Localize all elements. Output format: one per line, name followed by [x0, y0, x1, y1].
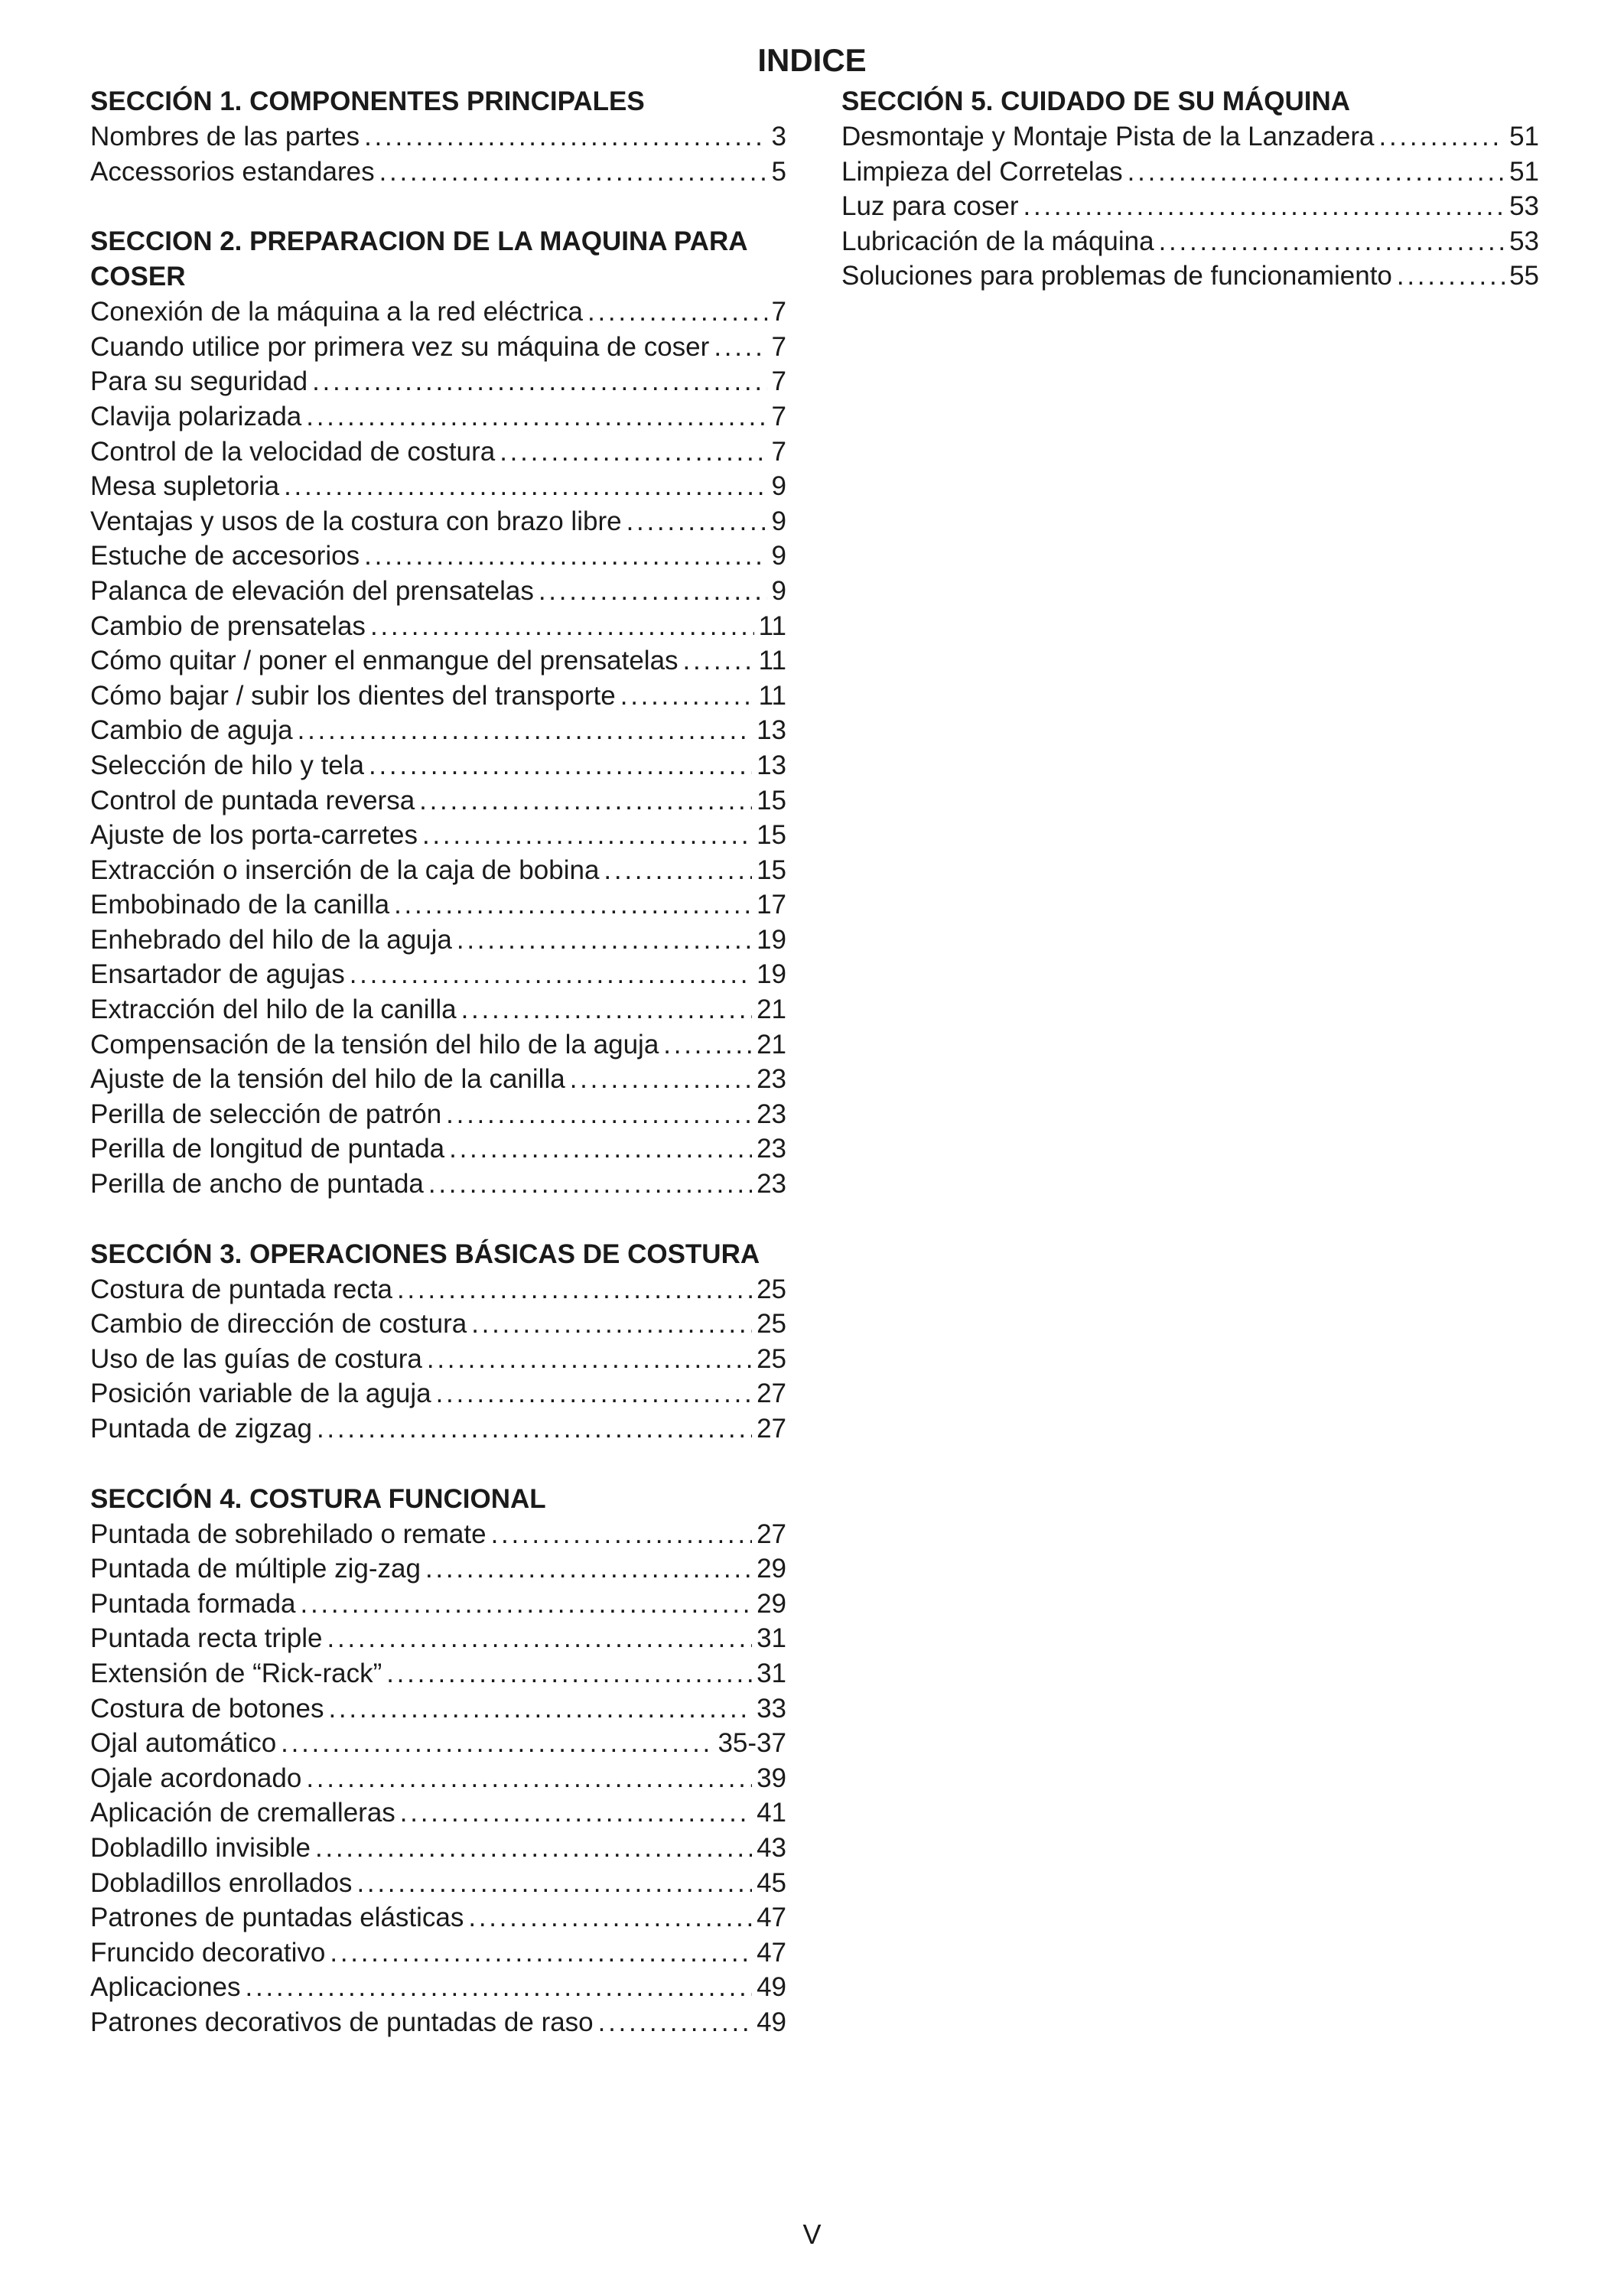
toc-entry-label: Estuche de accesorios: [90, 541, 360, 571]
toc-entry-label: Accessorios estandares: [90, 156, 375, 187]
toc-entry-label: Uso de las guías de costura: [90, 1343, 422, 1374]
dot-leader: [386, 1656, 752, 1691]
dot-leader: [587, 295, 767, 330]
toc-entry-label: Para su seguridad: [90, 366, 308, 397]
dot-leader: [306, 1761, 752, 1796]
toc-entry: [90, 1970, 786, 2005]
toc-entry-label: Extracción del hilo de la canilla: [90, 994, 457, 1025]
toc-entry: [90, 295, 786, 330]
toc-entry-page: 25: [757, 1274, 786, 1304]
section-title: SECCIÓN 4. COSTURA FUNCIONAL: [90, 1483, 546, 1514]
toc-entry-page: 27: [757, 1379, 786, 1409]
toc-entry-page: 25: [757, 1309, 786, 1340]
toc-entry: [90, 783, 786, 819]
toc-entry-page: 31: [757, 1658, 786, 1688]
toc-entry-page: 53: [1509, 226, 1539, 256]
toc-entry: [90, 1935, 786, 1971]
dot-leader: [457, 923, 752, 958]
toc-entry-label: Embobinado de la canilla: [90, 890, 390, 920]
toc-entry-label: Palanca de elevación del prensatelas: [90, 575, 534, 606]
toc-entry-page: 17: [757, 890, 786, 920]
toc-entry: [90, 609, 786, 644]
toc-entry: [90, 923, 786, 958]
toc-entry: [90, 643, 786, 679]
section-title: SECCION 2. PREPARACION DE LA MAQUINA PARA COSER: [90, 226, 747, 292]
toc-entry-page: 19: [757, 959, 786, 990]
toc-entry-page: 23: [757, 1134, 786, 1164]
dot-leader: [422, 818, 752, 853]
toc-entry-label: Posición variable de la aguja: [90, 1379, 431, 1409]
toc-entry-page: 3: [771, 122, 786, 151]
toc-entry-page: 11: [758, 680, 786, 711]
toc-entry: [90, 504, 786, 539]
toc-entry: [90, 539, 786, 574]
toc-entry: [90, 1307, 786, 1342]
toc-entry: [90, 119, 786, 155]
toc-entry: [90, 1097, 786, 1132]
toc-entry: [90, 1795, 786, 1831]
toc-entry-page: 51: [1509, 156, 1539, 187]
toc-entry-page: 47: [757, 1937, 786, 1968]
dot-leader: [461, 992, 752, 1027]
toc-entry: [90, 887, 786, 923]
toc-entry-page: 7: [771, 401, 786, 431]
toc-entry-label: Lubricación de la máquina: [841, 226, 1154, 256]
toc-entry-page: 15: [757, 820, 786, 851]
dot-leader: [397, 1272, 752, 1307]
toc-entry-page: 29: [757, 1588, 786, 1619]
toc-entry-label: Extracción o inserción de la caja de bobina: [90, 855, 600, 885]
dot-leader: [604, 853, 752, 888]
dot-leader: [491, 1517, 752, 1552]
dot-leader: [663, 1027, 752, 1063]
dot-leader: [330, 1935, 752, 1971]
dot-leader: [1159, 224, 1505, 259]
toc-entry-label: Ventajas y usos de la costura con brazo libre: [90, 506, 622, 536]
dot-leader: [468, 1900, 752, 1935]
dot-leader: [1024, 189, 1505, 224]
toc-entry-label: Puntada de zigzag: [90, 1414, 312, 1444]
toc-entry: [90, 574, 786, 609]
dot-leader: [281, 1726, 713, 1761]
toc-entry: [90, 679, 786, 714]
toc-entry-label: Cuando utilice por primera vez su máquina de coser: [90, 331, 710, 362]
dot-leader: [312, 364, 766, 399]
toc-entry: [90, 1342, 786, 1377]
toc-entry-label: Dobladillo invisible: [90, 1832, 311, 1863]
toc-entry: [90, 1656, 786, 1691]
dot-leader: [364, 539, 766, 574]
dot-leader: [301, 1587, 753, 1622]
toc-entry-page: 7: [771, 297, 786, 327]
toc-entry: [90, 1167, 786, 1202]
toc-entry: [841, 155, 1539, 190]
dot-leader: [436, 1376, 752, 1411]
toc-entry-label: Cambio de dirección de costura: [90, 1309, 467, 1340]
dot-leader: [400, 1795, 752, 1831]
toc-entry-page: 27: [757, 1414, 786, 1444]
toc-entry: [90, 155, 786, 190]
toc-entry-label: Costura de botones: [90, 1693, 324, 1724]
toc-entry: [90, 469, 786, 504]
toc-entry-label: Puntada de sobrehilado o remate: [90, 1519, 487, 1549]
toc-entry-page: 9: [771, 541, 786, 571]
toc-entry-page: 15: [757, 785, 786, 815]
toc-entry-label: Puntada de múltiple zig-zag: [90, 1554, 421, 1584]
toc-entry: [90, 713, 786, 748]
dot-leader: [425, 1551, 752, 1587]
toc-entry: [90, 957, 786, 992]
dot-leader: [714, 330, 766, 365]
toc-entry-page: 7: [771, 366, 786, 397]
toc-entry-label: Puntada recta triple: [90, 1623, 323, 1654]
toc-section: [841, 84, 1539, 294]
dot-leader: [306, 399, 766, 435]
toc-entry-label: Soluciones para problemas de funcionamiento: [841, 261, 1392, 291]
toc-entry-page: 49: [757, 2007, 786, 2037]
page-title: INDICE: [757, 42, 867, 78]
toc-entry-page: 35-37: [718, 1728, 786, 1759]
dot-leader: [446, 1097, 752, 1132]
toc-entry-page: 19: [757, 924, 786, 955]
toc-entry-page: 55: [1509, 261, 1539, 291]
toc-entry: [90, 1726, 786, 1761]
dot-leader: [284, 469, 766, 504]
toc-section: [90, 224, 786, 1201]
toc-entry-label: Dobladillos enrollados: [90, 1867, 353, 1898]
dot-leader: [427, 1342, 752, 1377]
toc-entry-label: Perilla de ancho de puntada: [90, 1169, 424, 1200]
dot-leader: [683, 643, 754, 679]
toc-entry-page: 11: [758, 610, 786, 641]
toc-entry-label: Fruncido decorativo: [90, 1937, 326, 1968]
toc-entry-page: 21: [757, 994, 786, 1025]
toc-entry-page: 11: [758, 646, 786, 676]
toc-entry: [90, 1551, 786, 1587]
toc-entry-label: Perilla de longitud de puntada: [90, 1134, 445, 1164]
dot-leader: [1128, 155, 1505, 190]
toc-entry-label: Patrones de puntadas elásticas: [90, 1903, 464, 1933]
dot-leader: [419, 783, 752, 819]
toc-entry-page: 21: [757, 1029, 786, 1060]
toc-entry-page: 5: [771, 156, 786, 187]
toc-entry-label: Mesa supletoria: [90, 471, 280, 502]
toc-entry: [90, 992, 786, 1027]
toc-entry-label: Aplicaciones: [90, 1972, 241, 2003]
dot-leader: [449, 1131, 752, 1167]
dot-leader: [1379, 119, 1505, 155]
dot-leader: [327, 1621, 753, 1656]
section-title: SECCIÓN 1. COMPONENTES PRINCIPALES: [90, 86, 645, 116]
dot-leader: [1397, 259, 1505, 294]
dot-leader: [379, 155, 767, 190]
toc-entry-page: 23: [757, 1064, 786, 1095]
toc-entry-label: Extensión de “Rick-rack”: [90, 1658, 382, 1688]
toc-entry: [90, 1517, 786, 1552]
dot-leader: [626, 504, 767, 539]
toc-entry-page: 7: [771, 436, 786, 467]
toc-entry-page: 27: [757, 1519, 786, 1549]
toc-entry-label: Limpieza del Corretelas: [841, 156, 1123, 187]
toc-entry-label: Desmontaje y Montaje Pista de la Lanzadera: [841, 122, 1375, 151]
toc-entry-label: Cómo quitar / poner el enmangue del prensatelas: [90, 646, 679, 676]
toc-entry-page: 33: [757, 1693, 786, 1724]
dot-leader: [570, 1062, 752, 1097]
toc-entry: [90, 1272, 786, 1307]
toc-entry-page: 47: [757, 1903, 786, 1933]
toc-entry-label: Perilla de selección de patrón: [90, 1099, 442, 1129]
toc-entry-label: Ajuste de la tensión del hilo de la canilla: [90, 1064, 565, 1095]
toc-entry-label: Control de puntada reversa: [90, 785, 415, 815]
toc-section: [90, 1237, 786, 1447]
toc-entry-label: Ojal automático: [90, 1728, 277, 1759]
toc-entry-label: Enhebrado del hilo de la aguja: [90, 924, 452, 955]
dot-leader: [246, 1970, 753, 2005]
toc-entry-label: Aplicación de cremalleras: [90, 1798, 395, 1828]
toc-entry-label: Conexión de la máquina a la red eléctrica: [90, 297, 583, 327]
section-title: SECCIÓN 3. OPERACIONES BÁSICAS DE COSTURA: [90, 1239, 760, 1269]
toc-left-column: [90, 84, 786, 2075]
toc-entry-page: 43: [757, 1832, 786, 1863]
dot-leader: [317, 1411, 752, 1447]
toc-entry: [90, 1621, 786, 1656]
dot-leader: [369, 748, 752, 783]
toc-entry: [90, 435, 786, 470]
toc-entry: [841, 189, 1539, 224]
toc-entry: [90, 1866, 786, 1901]
toc-entry: [90, 853, 786, 888]
toc-entry-label: Ajuste de los porta-carretes: [90, 820, 418, 851]
toc-entry-label: Puntada formada: [90, 1588, 296, 1619]
toc-entry: [90, 1062, 786, 1097]
dot-leader: [350, 957, 752, 992]
dot-leader: [315, 1831, 752, 1866]
dot-leader: [394, 887, 752, 923]
toc-entry-label: Cambio de aguja: [90, 715, 293, 746]
dot-leader: [471, 1307, 752, 1342]
dot-leader: [428, 1167, 752, 1202]
toc-entry-page: 23: [757, 1099, 786, 1129]
toc-entry-page: 9: [771, 575, 786, 606]
toc-entry-label: Patrones decorativos de puntadas de raso: [90, 2007, 594, 2037]
toc-entry: [841, 259, 1539, 294]
dot-leader: [298, 713, 752, 748]
toc-entry: [90, 2005, 786, 2040]
toc-entry-page: 9: [771, 471, 786, 502]
toc-entry: [90, 1587, 786, 1622]
toc-entry-label: Cambio de prensatelas: [90, 610, 366, 641]
toc-entry-page: 23: [757, 1169, 786, 1200]
toc-entry: [90, 748, 786, 783]
toc-entry: [90, 1027, 786, 1063]
toc-entry-page: 13: [757, 715, 786, 746]
dot-leader: [370, 609, 754, 644]
toc-entry-page: 53: [1509, 191, 1539, 222]
toc-entry-label: Compensación de la tensión del hilo de la aguja: [90, 1029, 659, 1060]
dot-leader: [620, 679, 754, 714]
section-title: SECCIÓN 5. CUIDADO DE SU MÁQUINA: [841, 86, 1351, 116]
toc-entry-label: Costura de puntada recta: [90, 1274, 392, 1304]
toc-entry-page: 7: [771, 331, 786, 362]
toc-entry-label: Selección de hilo y tela: [90, 750, 364, 780]
toc-entry-page: 51: [1509, 122, 1539, 151]
dot-leader: [598, 2005, 752, 2040]
toc-entry-label: Control de la velocidad de costura: [90, 436, 496, 467]
toc-entry: [90, 1376, 786, 1411]
toc-section: [90, 1482, 786, 2040]
toc-entry: [90, 1131, 786, 1167]
toc-entry: [90, 1761, 786, 1796]
toc-entry: [90, 330, 786, 365]
toc-entry: [841, 224, 1539, 259]
toc-entry: [90, 399, 786, 435]
toc-entry-page: 31: [757, 1623, 786, 1654]
toc-entry: [90, 1831, 786, 1866]
toc-entry-label: Clavija polarizada: [90, 401, 302, 431]
dot-leader: [500, 435, 766, 470]
toc-entry-label: Ojale acordonado: [90, 1763, 302, 1793]
toc-entry-page: 13: [757, 750, 786, 780]
toc-entry-label: Cómo bajar / subir los dientes del transporte: [90, 680, 616, 711]
toc-section: [90, 84, 786, 189]
toc-entry-label: Luz para coser: [841, 191, 1019, 222]
toc-entry: [90, 1411, 786, 1447]
toc-entry-page: 9: [771, 506, 786, 536]
toc-entry: [90, 1691, 786, 1727]
dot-leader: [356, 1866, 752, 1901]
toc-entry-page: 29: [757, 1554, 786, 1584]
toc-entry-label: Nombres de las partes: [90, 122, 360, 151]
toc-entry: [841, 119, 1539, 155]
toc-entry-page: 49: [757, 1972, 786, 2003]
page-number: V: [802, 2218, 822, 2250]
toc-entry: [90, 818, 786, 853]
dot-leader: [539, 574, 767, 609]
toc-entry: [90, 364, 786, 399]
toc-entry: [90, 1900, 786, 1935]
toc-right-column: [841, 84, 1539, 329]
toc-entry-page: 15: [757, 855, 786, 885]
toc-entry-page: 45: [757, 1867, 786, 1898]
toc-entry-page: 41: [757, 1798, 786, 1828]
toc-entry-label: Ensartador de agujas: [90, 959, 345, 990]
dot-leader: [364, 119, 766, 155]
toc-entry-page: 39: [757, 1763, 786, 1793]
dot-leader: [328, 1691, 752, 1727]
toc-entry-page: 25: [757, 1343, 786, 1374]
